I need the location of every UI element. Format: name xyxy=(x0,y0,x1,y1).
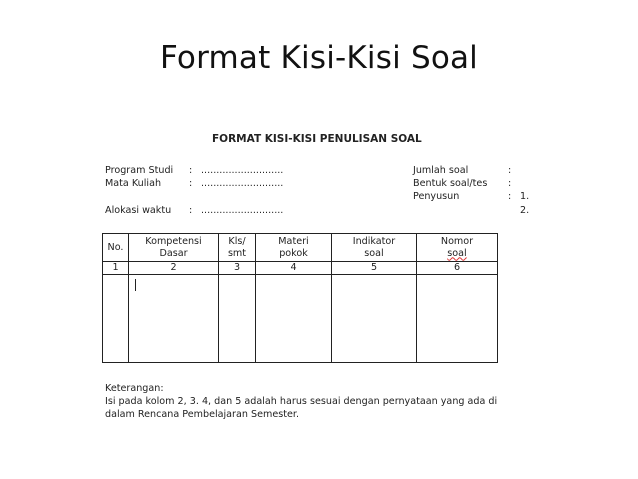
table-cell[interactable] xyxy=(417,275,498,363)
table-header-row xyxy=(103,234,498,262)
header-text: No. xyxy=(107,241,124,253)
notes-title: Keterangan: xyxy=(105,383,164,394)
header-text: smt xyxy=(227,247,247,259)
field-bentuk-soal xyxy=(413,178,520,189)
field-label: Penyusun xyxy=(413,191,460,202)
field-colon: : xyxy=(189,178,193,189)
field-value: 1. xyxy=(520,191,530,202)
field-jumlah-soal xyxy=(413,165,520,176)
field-mata-kuliah xyxy=(105,178,283,189)
field-colon: : xyxy=(508,178,512,189)
table-body-row xyxy=(103,275,498,363)
field-label: Mata Kuliah xyxy=(105,178,162,189)
field-label: Jumlah soal xyxy=(413,165,469,176)
header-text: Kompetensi xyxy=(145,235,202,247)
field-label: Bentuk soal/tes xyxy=(413,178,488,189)
slide-title: Format Kisi-Kisi Soal xyxy=(160,40,478,76)
header-text: soal xyxy=(447,247,467,259)
field-value: 2. xyxy=(520,205,530,216)
field-value: ........................... xyxy=(201,178,284,189)
notes-line: Isi pada kolom 2, 3. 4, dan 5 adalah harus sesuai dengan pernyataan yang ada di xyxy=(105,396,498,407)
field-alokasi-waktu xyxy=(105,205,283,216)
col-number: 3 xyxy=(219,262,256,275)
field-colon: : xyxy=(189,205,193,216)
table-number-row xyxy=(103,262,498,275)
col-number: 5 xyxy=(332,262,417,275)
col-number: 1 xyxy=(103,262,129,275)
field-penyusun xyxy=(413,191,529,202)
table-cell[interactable] xyxy=(129,275,219,363)
header-indikator-soal xyxy=(332,234,417,262)
field-colon: : xyxy=(189,165,193,176)
col-number: 4 xyxy=(256,262,332,275)
table-cell[interactable] xyxy=(103,275,129,363)
field-colon: : xyxy=(508,165,512,176)
header-materi-pokok xyxy=(256,234,332,262)
table-cell[interactable] xyxy=(219,275,256,363)
text-cursor xyxy=(135,279,136,291)
header-kls-smt xyxy=(219,234,256,262)
field-penyusun-2 xyxy=(413,205,529,216)
field-value: ........................... xyxy=(201,205,284,216)
notes-line: dalam Rencana Pembelajaran Semester. xyxy=(105,409,300,420)
notes xyxy=(105,382,497,421)
field-program-studi xyxy=(105,165,283,176)
header-text: soal xyxy=(364,247,384,259)
header-text: Nomor xyxy=(440,235,474,247)
header-kompetensi-dasar xyxy=(129,234,219,262)
header-text: Dasar xyxy=(159,247,188,259)
col-number: 2 xyxy=(129,262,219,275)
header-nomor-soal xyxy=(417,234,498,262)
document-heading: FORMAT KISI-KISI PENULISAN SOAL xyxy=(212,133,422,145)
kisi-table xyxy=(102,233,498,363)
header-no xyxy=(103,234,129,262)
header-text: Indikator xyxy=(352,235,396,247)
col-number: 6 xyxy=(417,262,498,275)
header-text: Materi xyxy=(278,235,309,247)
field-value: ........................... xyxy=(201,165,284,176)
field-label: Program Studi xyxy=(105,165,174,176)
header-text: Kls/ xyxy=(228,235,246,247)
field-colon: : xyxy=(508,191,512,202)
table-cell[interactable] xyxy=(332,275,417,363)
header-text: pokok xyxy=(279,247,308,259)
table-cell[interactable] xyxy=(256,275,332,363)
field-label: Alokasi waktu xyxy=(105,205,172,216)
